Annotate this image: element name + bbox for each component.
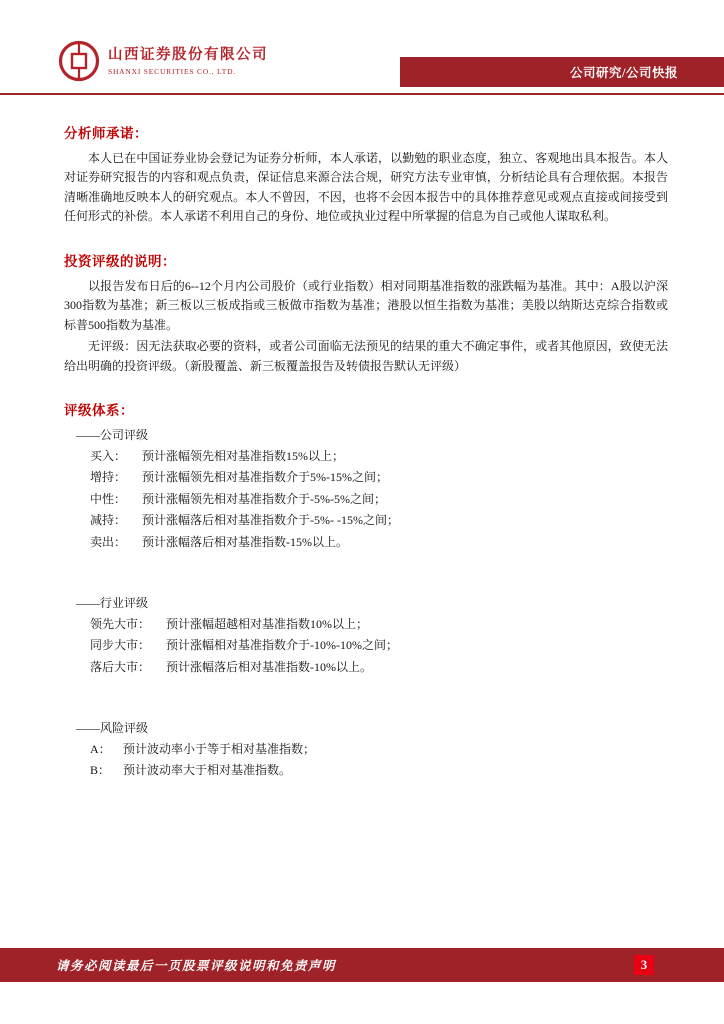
risk-rating-group: [64, 719, 668, 780]
rating-label: 中性：: [90, 491, 127, 506]
rating-row: [64, 511, 668, 530]
rating-row: [64, 740, 668, 759]
page-number-badge: 3: [634, 955, 654, 975]
rating-label: 落后大市：: [90, 659, 151, 674]
company-rating-group: [64, 426, 668, 552]
rating-row: [64, 658, 668, 677]
page-footer: [0, 948, 724, 982]
rating-label: 增持：: [90, 470, 127, 485]
rating-label: A：: [90, 741, 111, 756]
industry-rating-group: [64, 594, 668, 677]
company-name-cn: 山西证券股份有限公司: [108, 47, 268, 64]
rating-desc: 预计涨幅落后相对基准指数介于-5%- -15%之间；: [142, 513, 399, 528]
rating-row: [64, 636, 668, 655]
section-title-rating-system: 评级体系：: [64, 402, 134, 418]
rating-row: [64, 533, 668, 552]
company-logo-text: [108, 46, 268, 75]
company-logo: [58, 40, 268, 82]
rating-desc: 预计涨幅领先相对基准指数介于5%-15%之间；: [142, 470, 388, 485]
rating-desc: 预计波动率大于相对基准指数。: [123, 763, 292, 778]
section-title-rating-explanation: 投资评级的说明：: [64, 253, 176, 269]
company-name-en: SHANXI SECURITIES CO., LTD.: [108, 66, 236, 76]
rating-row: [64, 468, 668, 487]
rating-label: 买入：: [90, 448, 127, 463]
industry-rating-group-title: ——行业评级: [76, 595, 149, 610]
rating-row: [64, 615, 668, 634]
rating-row: [64, 447, 668, 466]
rating-explanation-para1: 以报告发布日后的6--12个月内公司股价（或行业指数）相对同期基准指数的涨跌幅为基准。其中：A股以沪深300指数为基准；新三板以三板成指或三板做市指数为基准；港股以恒生指数为基准；美股以纳斯达克综合指数或标普500指数为基准。: [64, 278, 668, 332]
analyst-commitment-text: 本人已在中国证券业协会登记为证券分析师，本人承诺，以勤勉的职业态度，独立、客观地出具本报告。本人对证券研究报告的内容和观点负责，保证信息来源合法合规，研究方法专业审慎，分析结论具有合理依据。本报告清晰准确地反映本人的研究观点。本人不曾因，不因，也将不会因本报告中的具体推荐意见或观点直接或间接受到任何形式的补偿。本人承诺不利用自己的身份、地位或执业过程中所掌握的信息为自己或他人谋取私利。: [64, 151, 668, 224]
report-type-band: [400, 57, 724, 87]
report-body: [0, 96, 724, 780]
rating-desc: 预计波动率小于等于相对基准指数；: [123, 741, 316, 756]
rating-label: B：: [90, 763, 111, 778]
page-header: [0, 0, 724, 96]
section-rating-system: [64, 399, 668, 780]
company-rating-group-title: ——公司评级: [76, 427, 149, 442]
rating-desc: 预计涨幅相对基准指数介于-10%-10%之间；: [166, 638, 398, 653]
company-logo-icon: [58, 40, 100, 82]
rating-label: 同步大市：: [90, 638, 151, 653]
footer-disclaimer: 请务必阅读最后一页股票评级说明和免责声明: [56, 959, 337, 973]
rating-label: 卖出：: [90, 534, 127, 549]
section-rating-explanation: [64, 250, 668, 376]
rating-desc: 预计涨幅领先相对基准指数15%以上；: [142, 448, 344, 463]
section-title-analyst: 分析师承诺：: [64, 126, 148, 141]
header-divider: [0, 93, 724, 95]
rating-row: [64, 490, 668, 509]
rating-desc: 预计涨幅落后相对基准指数-10%以上。: [166, 659, 372, 674]
rating-label: 领先大市：: [90, 616, 151, 631]
rating-desc: 预计涨幅领先相对基准指数介于-5%-5%之间；: [142, 491, 386, 506]
rating-explanation-para2: 无评级：因无法获取必要的资料，或者公司面临无法预见的结果的重大不确定事件，或者其他原因，致使无法给出明确的投资评级。（新股覆盖、新三板覆盖报告及转债报告默认无评级）: [64, 339, 668, 373]
rating-desc: 预计涨幅落后相对基准指数-15%以上。: [142, 534, 348, 549]
rating-desc: 预计涨幅超越相对基准指数10%以上；: [166, 616, 368, 631]
risk-rating-group-title: ——风险评级: [76, 720, 149, 735]
report-type-label: 公司研究/公司快报: [570, 66, 678, 80]
rating-row: [64, 761, 668, 780]
section-analyst-commitment: [64, 122, 668, 227]
rating-label: 减持：: [90, 513, 127, 528]
